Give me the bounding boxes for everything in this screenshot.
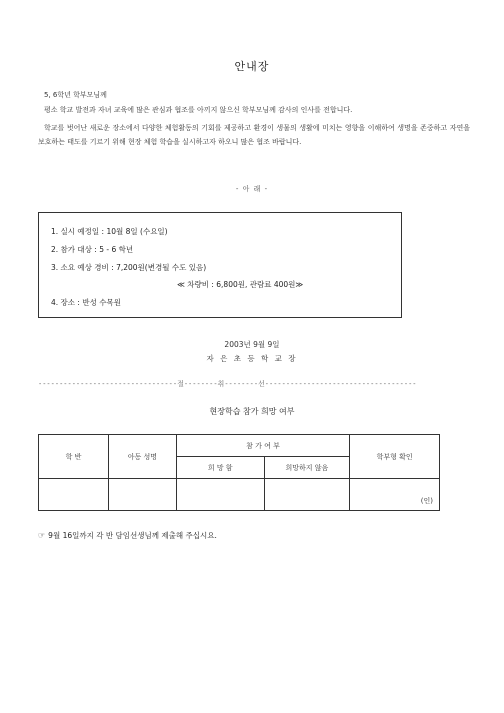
cell-student-name[interactable] bbox=[108, 479, 176, 511]
header-wish-yes: 희 망 함 bbox=[176, 457, 264, 479]
paragraph-thanks: 평소 학교 발전과 자녀 교육에 많은 관심과 협조를 아끼지 않으신 학부모님께 감사의 인사를 전합니다. bbox=[44, 106, 353, 114]
reply-form-title: 현장학습 참가 희망 여부 bbox=[209, 407, 295, 416]
detail-date: 1. 실시 예정일 : 10월 8일 (수요일) bbox=[51, 227, 168, 236]
cell-wish-yes[interactable] bbox=[176, 479, 264, 511]
header-student-name: 아동 성명 bbox=[108, 435, 176, 479]
detail-place: 4. 장소 : 반성 수목원 bbox=[51, 298, 121, 307]
details-box bbox=[38, 212, 402, 318]
detail-cost-breakdown: ≪ 차량비 : 6,800원, 관람료 400원≫ bbox=[177, 280, 304, 289]
cell-class[interactable] bbox=[39, 479, 109, 511]
hand-pointer-icon: ☞ bbox=[38, 531, 46, 540]
header-wish-no: 희망하지 않음 bbox=[264, 457, 350, 479]
cut-line: ---------------------------------절--------취--------선------------------------------------ bbox=[38, 380, 417, 388]
header-participation: 참 가 여 부 bbox=[176, 435, 349, 457]
reply-table bbox=[38, 434, 440, 511]
principal-signature: 자 은 초 등 학 교 장 bbox=[206, 354, 298, 363]
submission-note-text: 9월 16일까지 각 반 담임선생님께 제출해 주십시요. bbox=[48, 531, 217, 540]
header-class: 학 반 bbox=[39, 435, 109, 479]
detail-cost: 3. 소요 예상 경비 : 7,200원(변경될 수도 있음) bbox=[51, 263, 207, 272]
issue-date: 2003년 9월 9일 bbox=[224, 340, 280, 349]
cell-parent-seal[interactable]: (인) bbox=[350, 479, 440, 511]
header-parent-confirm: 학부형 확인 bbox=[350, 435, 440, 479]
greeting: 5, 6학년 학부모님께 bbox=[44, 91, 107, 99]
detail-target: 2. 참가 대상 : 5 - 6 학년 bbox=[51, 245, 134, 254]
paragraph-purpose: 학교를 벗어난 새로운 장소에서 다양한 체험활동의 기회를 제공하고 환경이 생물의 생활에 미치는 영향을 이해하여 생명을 존중하고 자연을 보호하는 태도를 기르기 위해 현장 체험 학습을 실시하고자 하오니 많은 협조 바랍니다. bbox=[38, 124, 470, 146]
cell-wish-no[interactable] bbox=[264, 479, 350, 511]
below-marker: - 아 래 - bbox=[235, 185, 269, 193]
document-title: 안내장 bbox=[234, 60, 270, 73]
submission-note bbox=[38, 530, 217, 541]
